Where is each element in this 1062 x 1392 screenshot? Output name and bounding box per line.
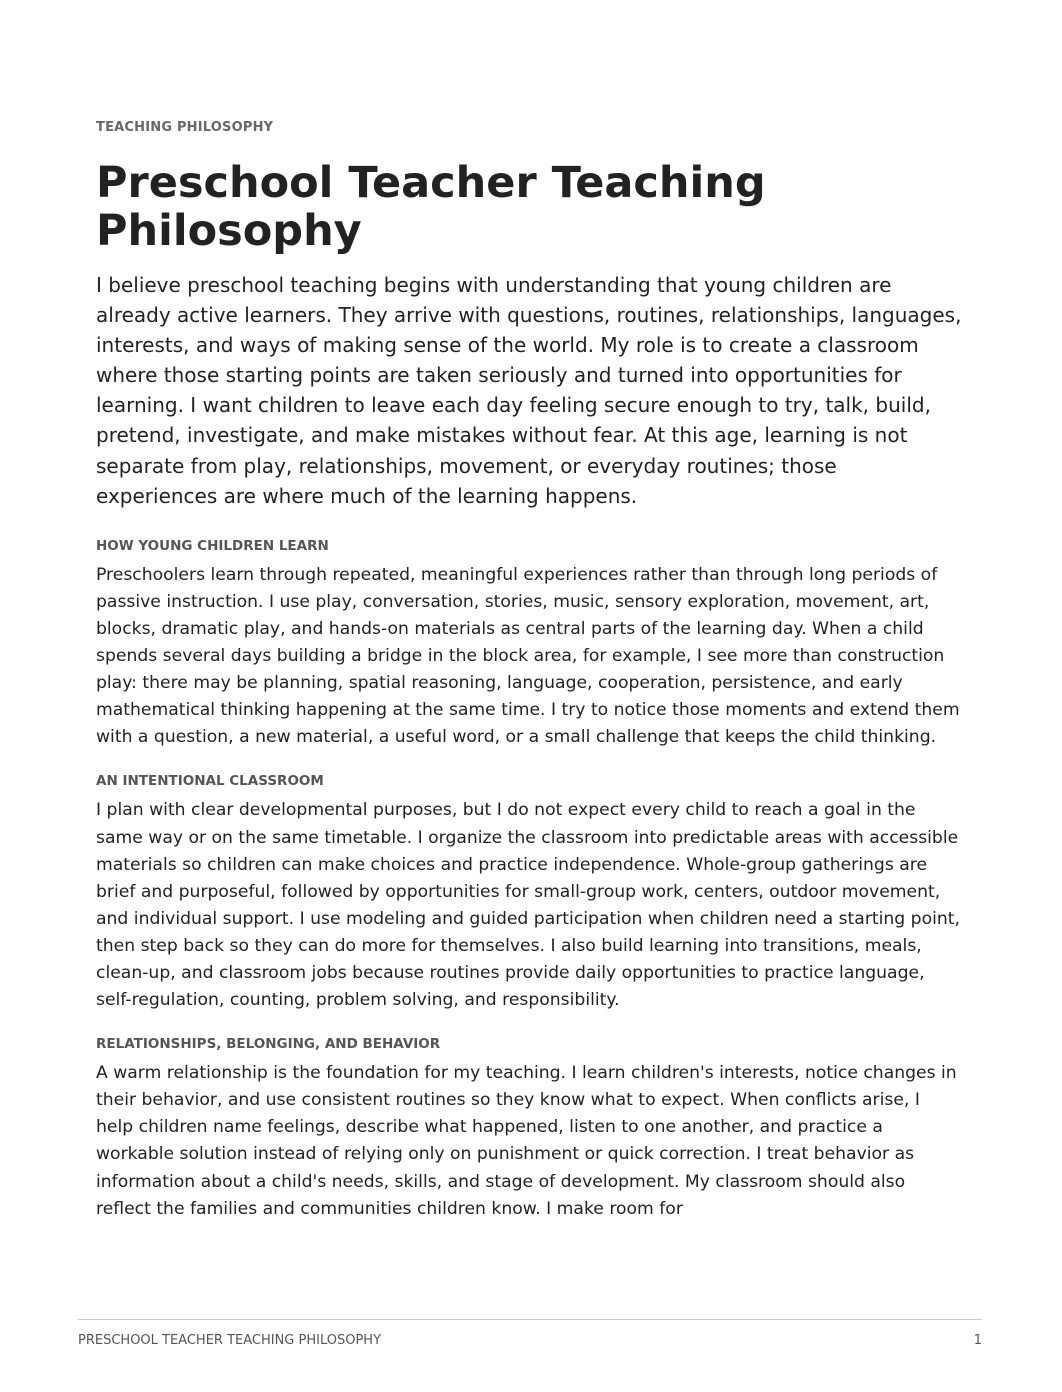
section-heading-intentional-classroom: AN INTENTIONAL CLASSROOM xyxy=(96,773,324,790)
section-body-relationships-belonging-behavior: A warm relationship is the foundation for my teaching. I learn children's interests, notice changes in their behavior, and use consistent routines so they know what to expect. When conflicts arise, I help children name feelings, describe what happened, listen to one another, and practice a workable solution instead of relying only on punishment or quick correction. I treat behavior as information about a child's needs, skills, and stage of development. My classroom should also reflect the families and communities children know. I make room for xyxy=(96,1063,957,1219)
section-heading-relationships-belonging-behavior: RELATIONSHIPS, BELONGING, AND BEHAVIOR xyxy=(96,1036,441,1053)
intro-paragraph: I believe preschool teaching begins with understanding that young children are already active learners. They arrive with questions, routines, relationships, languages, interests, and ways of making sense of the world. My role is to create a classroom where those starting points are taken seriously and turned into opportunities for learning. I want children to leave each day feeling secure enough to try, talk, build, pretend, investigate, and make mistakes without fear. At this age, learning is not separate from play, relationships, movement, or everyday routines; those experiences are where much of the learning happens. xyxy=(96,273,962,508)
footer-running-title: PRESCHOOL TEACHER TEACHING PHILOSOPHY xyxy=(78,1333,382,1348)
footer-page-number: 1 xyxy=(973,1333,982,1348)
page-content xyxy=(96,118,962,1223)
section-heading-how-young-children-learn: HOW YOUNG CHILDREN LEARN xyxy=(96,537,329,554)
section-body-intentional-classroom: I plan with clear developmental purposes, but I do not expect every child to reach a goal in the same way or on the same timetable. I organize the classroom into predictable areas with accessible materials so children can make choices and practice independence. Whole-group gatherings are brief and purposeful, followed by opportunities for small-group work, centers, outdoor movement, and individual support. I use modeling and guided participation when children need a starting point, then step back so they can do more for themselves. I also build learning into transitions, meals, clean-up, and classroom jobs because routines provide daily opportunities to practice language, self-regulation, counting, problem solving, and responsibility. xyxy=(96,800,960,1011)
section-body-how-young-children-learn: Preschoolers learn through repeated, meaningful experiences rather than through long periods of passive instruction. I use play, conversation, stories, music, sensory exploration, movement, art, blocks, dramatic play, and hands-on materials as central parts of the learning day. When a child spends several days building a bridge in the block area, for example, I see more than construction play: there may be planning, spatial reasoning, language, cooperation, persistence, and early mathematical thinking happening at the same time. I try to notice those moments and extend them with a question, a new material, a useful word, or a small challenge that keeps the child thinking. xyxy=(96,564,960,748)
document-category-label: TEACHING PHILOSOPHY xyxy=(96,120,274,135)
footer-divider xyxy=(78,1319,982,1320)
page-title: Preschool Teacher Teaching Philosophy xyxy=(96,158,766,256)
